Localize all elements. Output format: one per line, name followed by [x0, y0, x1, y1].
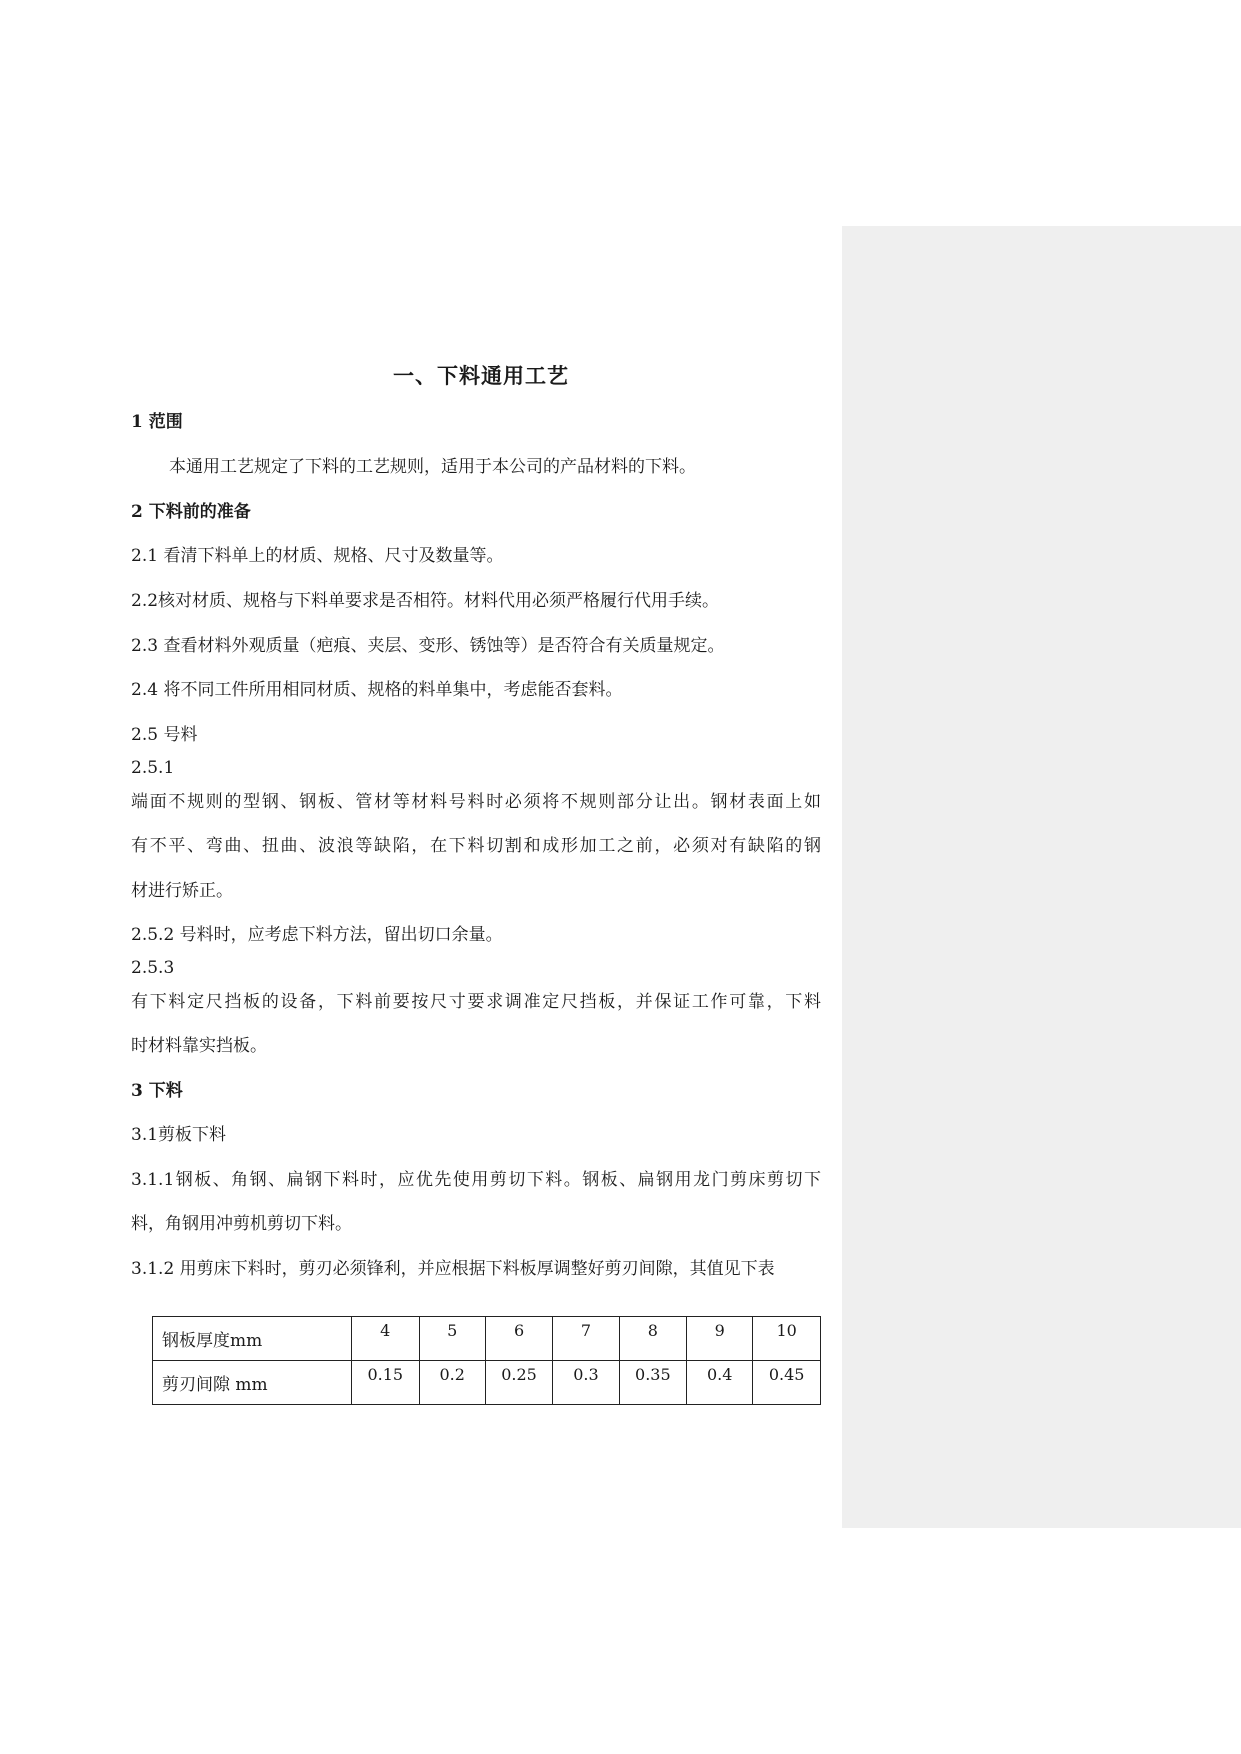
table-row-gap: [153, 1361, 821, 1405]
paragraph-2-5-1-line-3: 材进行矫正。: [131, 881, 233, 901]
table-cell: 0.25: [485, 1361, 553, 1405]
paragraph-2-5-1-number: 2.5.1: [131, 758, 175, 778]
paragraph-2-5-3-line-1: 有下料定尺挡板的设备，下料前要按尺寸要求调准定尺挡板，并保证工作可靠，下料: [131, 992, 821, 1012]
table-cell: 10: [753, 1317, 821, 1361]
paragraph-2-3: 2.3 查看材料外观质量（疤痕、夹层、变形、锈蚀等）是否符合有关质量规定。: [131, 636, 725, 656]
paragraph-3-1-1-line-2: 料，角钢用冲剪机剪切下料。: [131, 1214, 352, 1234]
section-3-heading: 3 下料: [131, 1081, 183, 1101]
paragraph-2-5-1-line-1: 端面不规则的型钢、钢板、管材等材料号料时必须将不规则部分让出。钢材表面上如: [131, 792, 821, 812]
table-cell: 0.35: [619, 1361, 687, 1405]
table-cell: 6: [485, 1317, 553, 1361]
page-title: 一、下料通用工艺: [393, 364, 569, 388]
paragraph-2-4: 2.4 将不同工件所用相同材质、规格的料单集中，考虑能否套料。: [131, 680, 623, 700]
paragraph-2-5: 2.5 号料: [131, 725, 198, 745]
table-cell: 7: [553, 1317, 619, 1361]
table-cell: 8: [619, 1317, 687, 1361]
section-2-heading: 2 下料前的准备: [131, 502, 251, 522]
paragraph-3-1: 3.1剪板下料: [131, 1125, 227, 1145]
table-cell: 0.4: [687, 1361, 753, 1405]
paragraph-2-5-1-line-2: 有不平、弯曲、扭曲、波浪等缺陷，在下料切割和成形加工之前，必须对有缺陷的钢: [131, 836, 821, 856]
paragraph-2-5-2: 2.5.2 号料时，应考虑下料方法，留出切口余量。: [131, 925, 503, 945]
shear-gap-table: [152, 1316, 821, 1405]
section-1-heading: 1 范围: [131, 412, 183, 432]
table-cell: 9: [687, 1317, 753, 1361]
table-cell: 4: [351, 1317, 419, 1361]
table-cell: 0.3: [553, 1361, 619, 1405]
table-cell: 0.2: [419, 1361, 485, 1405]
paragraph-3-1-2: 3.1.2 用剪床下料时，剪刃必须锋利，并应根据下料板厚调整好剪刃间隙，其值见下表: [131, 1259, 775, 1279]
comment-pane: [842, 226, 1241, 1528]
section-1-text: 本通用工艺规定了下料的工艺规则，适用于本公司的产品材料的下料。: [169, 457, 696, 477]
table-row-label-thickness: 钢板厚度mm: [153, 1317, 352, 1361]
paragraph-2-5-3-number: 2.5.3: [131, 958, 175, 978]
paragraph-2-1: 2.1 看清下料单上的材质、规格、尺寸及数量等。: [131, 546, 504, 566]
table-cell: 0.15: [351, 1361, 419, 1405]
paragraph-2-2: 2.2核对材质、规格与下料单要求是否相符。材料代用必须严格履行代用手续。: [131, 591, 720, 611]
paragraph-3-1-1-line-1: 3.1.1钢板、角钢、扁钢下料时，应优先使用剪切下料。钢板、扁钢用龙门剪床剪切下: [131, 1170, 821, 1190]
paragraph-2-5-3-line-2: 时材料靠实挡板。: [131, 1036, 267, 1056]
table-cell: 0.45: [753, 1361, 821, 1405]
table-row-thickness: [153, 1317, 821, 1361]
table-cell: 5: [419, 1317, 485, 1361]
table-row-label-gap: 剪刃间隙 mm: [153, 1361, 352, 1405]
